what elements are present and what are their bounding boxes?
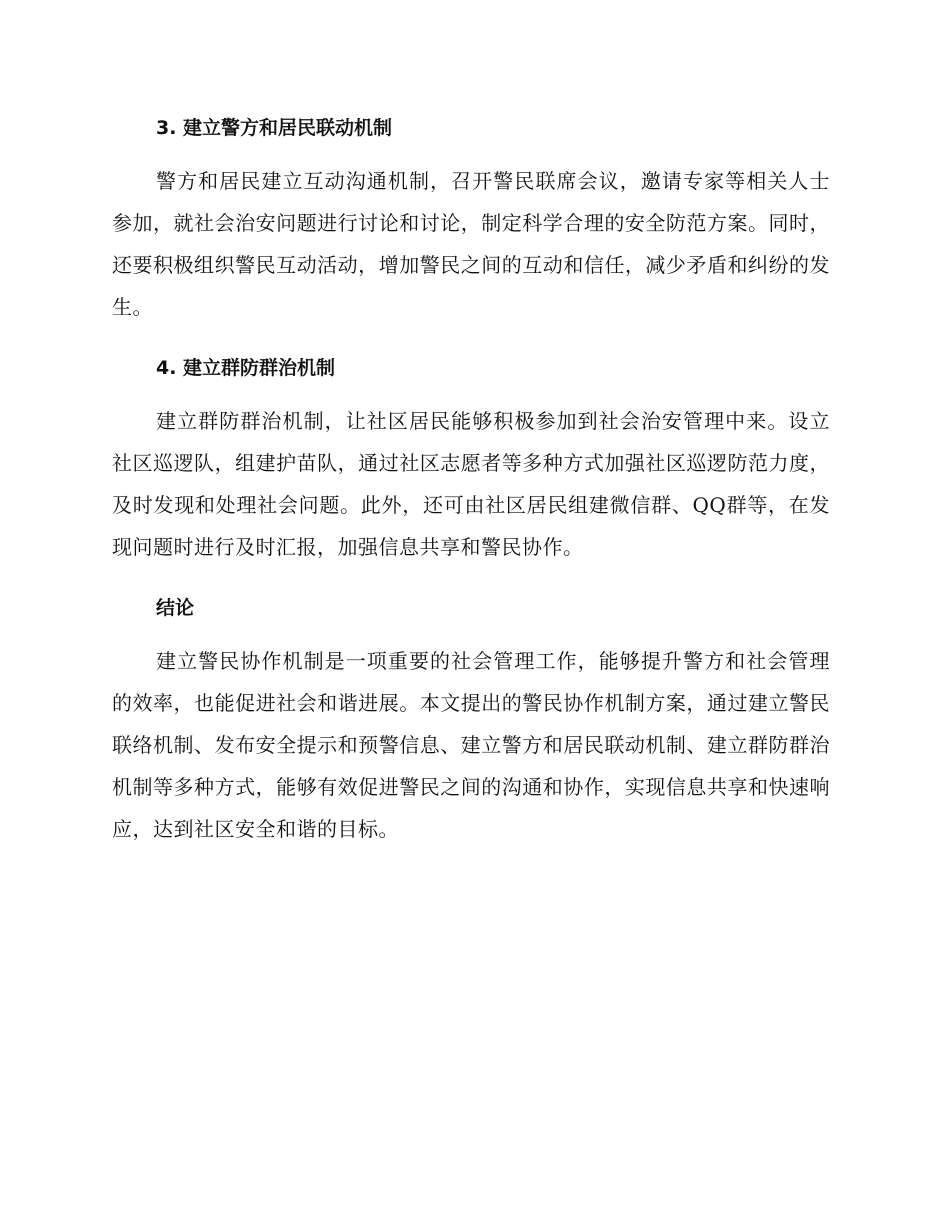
- section-heading-4: 4. 建立群防群治机制: [156, 357, 336, 379]
- section-paragraph-3: 警方和居民建立互动沟通机制，召开警民联席会议，邀请专家等相关人士参加，就社会治安问题进行讨论和讨论，制定科学合理的安全防范方案。同时，还要积极组织警民互动活动，增加警民之间的互动和信任，减少矛盾和纠纷的发生。: [112, 169, 830, 319]
- section-paragraph-4: 建立群防群治机制，让社区居民能够积极参加到社会治安管理中来。设立社区巡逻队，组建护苗队，通过社区志愿者等多种方式加强社区巡逻防范力度，及时发现和处理社会问题。此外，还可由社区居民组建微信群、QQ群等，在发现问题时进行及时汇报，加强信息共享和警民协作。: [112, 409, 830, 559]
- section-heading-3: 3. 建立警方和居民联动机制: [156, 117, 393, 139]
- conclusion-heading: 结论: [156, 597, 195, 619]
- document-body: [112, 108, 830, 850]
- conclusion-paragraph: 建立警民协作机制是一项重要的社会管理工作，能够提升警方和社会管理的效率，也能促进社会和谐进展。本文提出的警民协作机制方案，通过建立警民联络机制、发布安全提示和预警信息、建立警方和居民联动机制、建立群防群治机制等多种方式，能够有效促进警民之间的沟通和协作，实现信息共享和快速响应，达到社区安全和谐的目标。: [112, 649, 830, 841]
